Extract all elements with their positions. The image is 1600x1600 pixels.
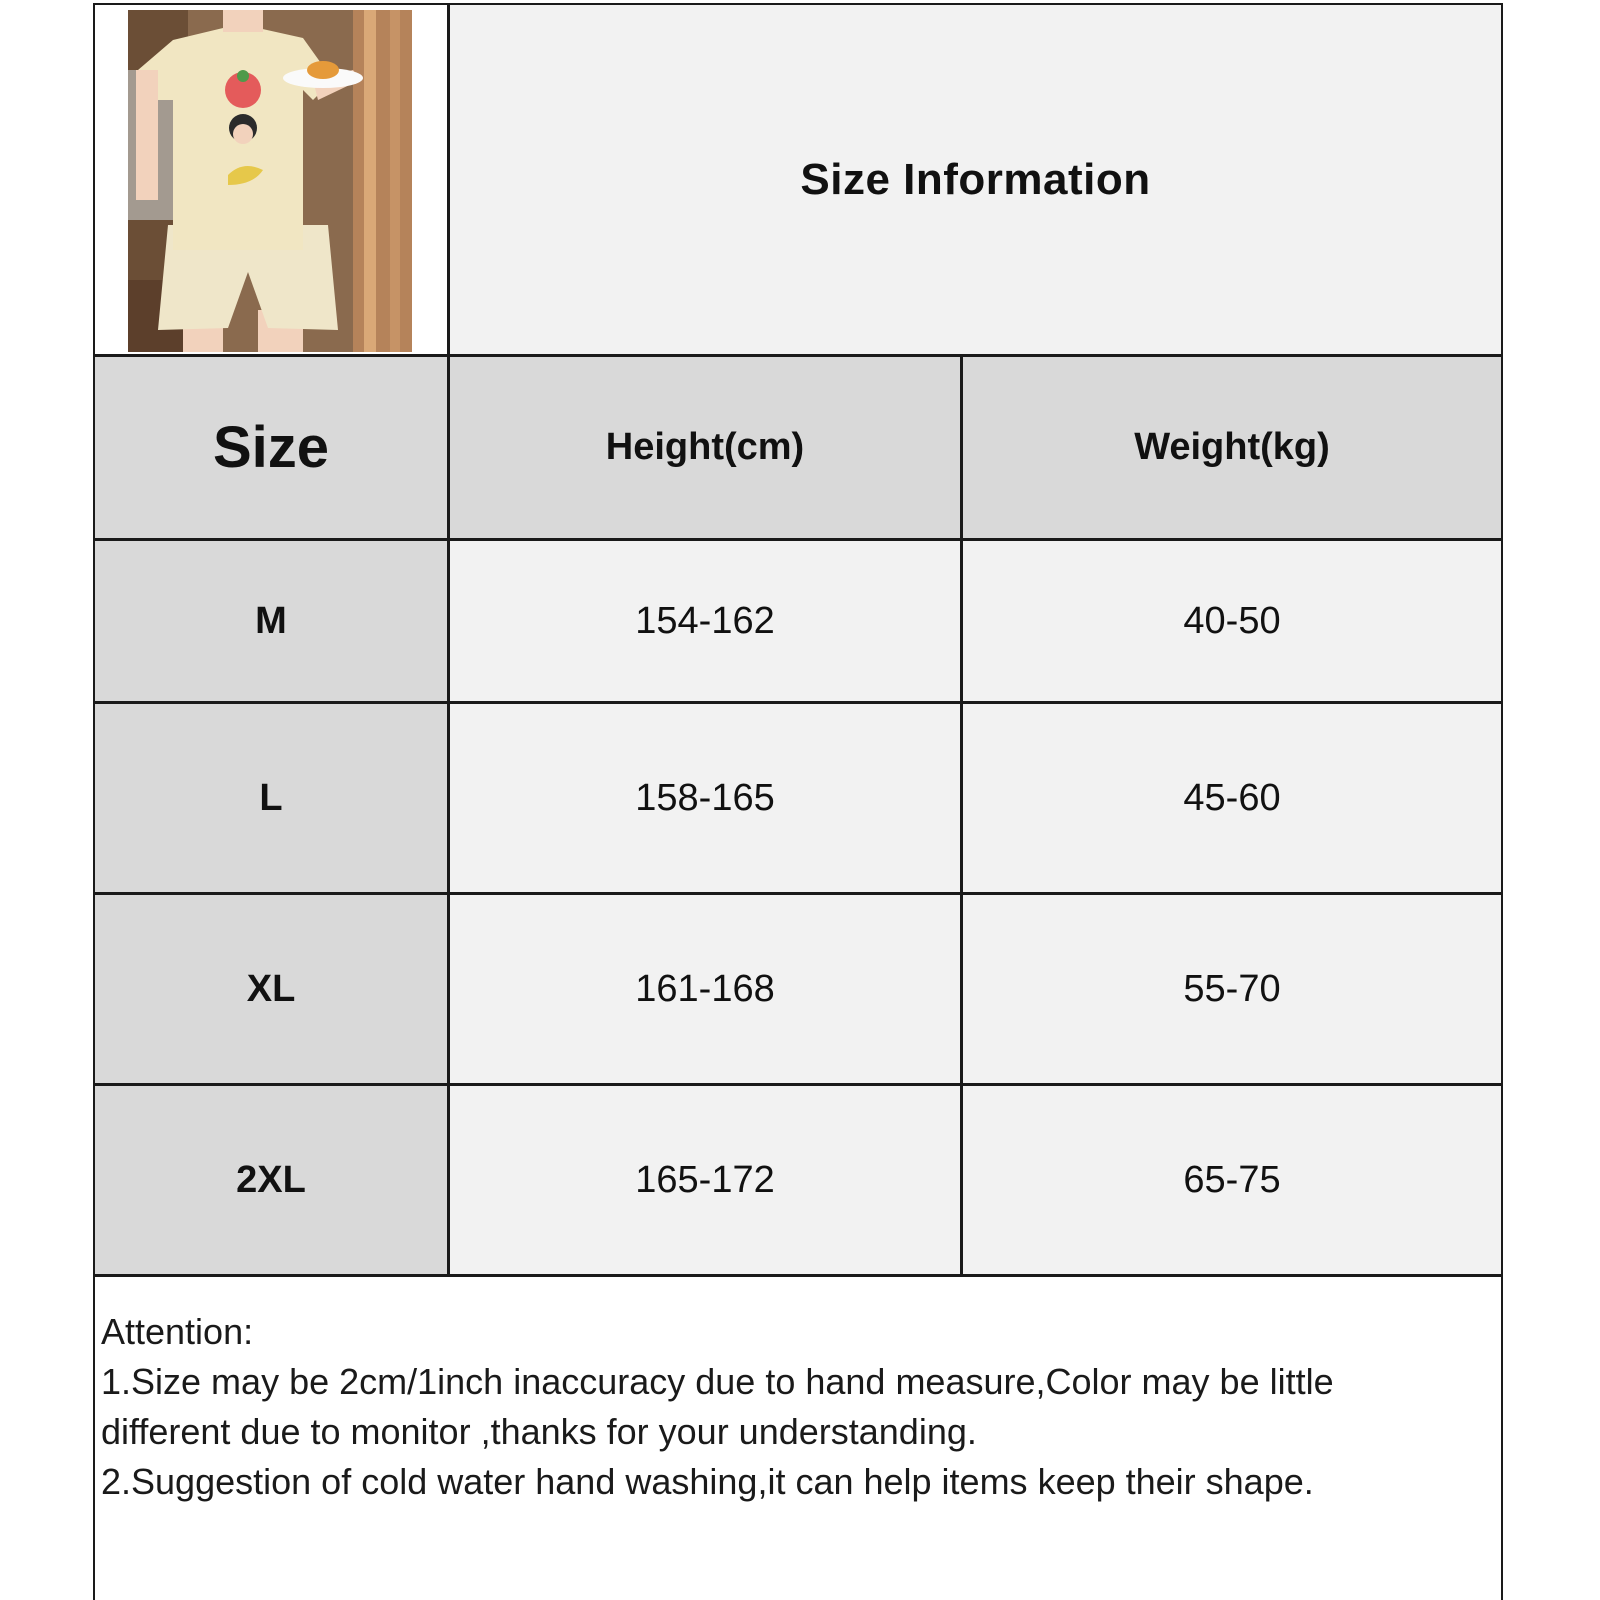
header-height-cell [450, 357, 960, 538]
size-label: 2XL [236, 1158, 306, 1201]
note-line-2: 2.Suggestion of cold water hand washing,it can help items keep their shape. [101, 1461, 1314, 1502]
size-label: XL [246, 967, 296, 1010]
size-label: M [255, 599, 287, 642]
weight-value: 55-70 [1183, 967, 1281, 1010]
attention-notes [101, 1307, 1491, 1507]
note-line-1: 1.Size may be 2cm/1inch inaccuracy due to hand measure,Color may be little [101, 1361, 1334, 1402]
header-size-cell [95, 357, 447, 538]
table-row [95, 704, 447, 892]
product-photo-cell [95, 5, 447, 354]
divider [960, 354, 963, 1277]
weight-cell [963, 1086, 1501, 1274]
header-weight-cell [963, 357, 1501, 538]
product-photo-illustration [128, 10, 412, 352]
note-line-1-continued: different due to monitor ,thanks for your understanding. [101, 1411, 977, 1452]
weight-value: 45-60 [1183, 776, 1281, 819]
divider [447, 5, 450, 1277]
height-cell [450, 895, 960, 1083]
column-header-height: Height(cm) [605, 426, 805, 468]
divider [95, 538, 1501, 541]
weight-value: 65-75 [1183, 1158, 1281, 1201]
size-chart [93, 3, 1503, 1600]
table-row [95, 541, 447, 701]
height-cell [450, 704, 960, 892]
divider [95, 354, 1501, 357]
size-label: L [259, 776, 283, 819]
weight-cell [963, 704, 1501, 892]
weight-cell [963, 895, 1501, 1083]
height-value: 165-172 [635, 1158, 775, 1201]
divider [95, 892, 1501, 895]
divider [95, 1083, 1501, 1086]
weight-cell [963, 541, 1501, 701]
divider [95, 1274, 1501, 1277]
height-cell [450, 541, 960, 701]
notes-heading: Attention: [101, 1311, 254, 1352]
height-value: 158-165 [635, 776, 775, 819]
column-header-weight: Weight(kg) [1134, 426, 1330, 468]
divider [95, 701, 1501, 704]
height-value: 154-162 [635, 599, 775, 642]
title-cell [450, 5, 1501, 354]
table-row [95, 895, 447, 1083]
weight-value: 40-50 [1183, 599, 1281, 642]
height-cell [450, 1086, 960, 1274]
product-photo [128, 10, 412, 352]
column-header-size: Size [212, 415, 330, 480]
table-row [95, 1086, 447, 1274]
page-title: Size Information [800, 154, 1151, 204]
height-value: 161-168 [635, 967, 775, 1010]
